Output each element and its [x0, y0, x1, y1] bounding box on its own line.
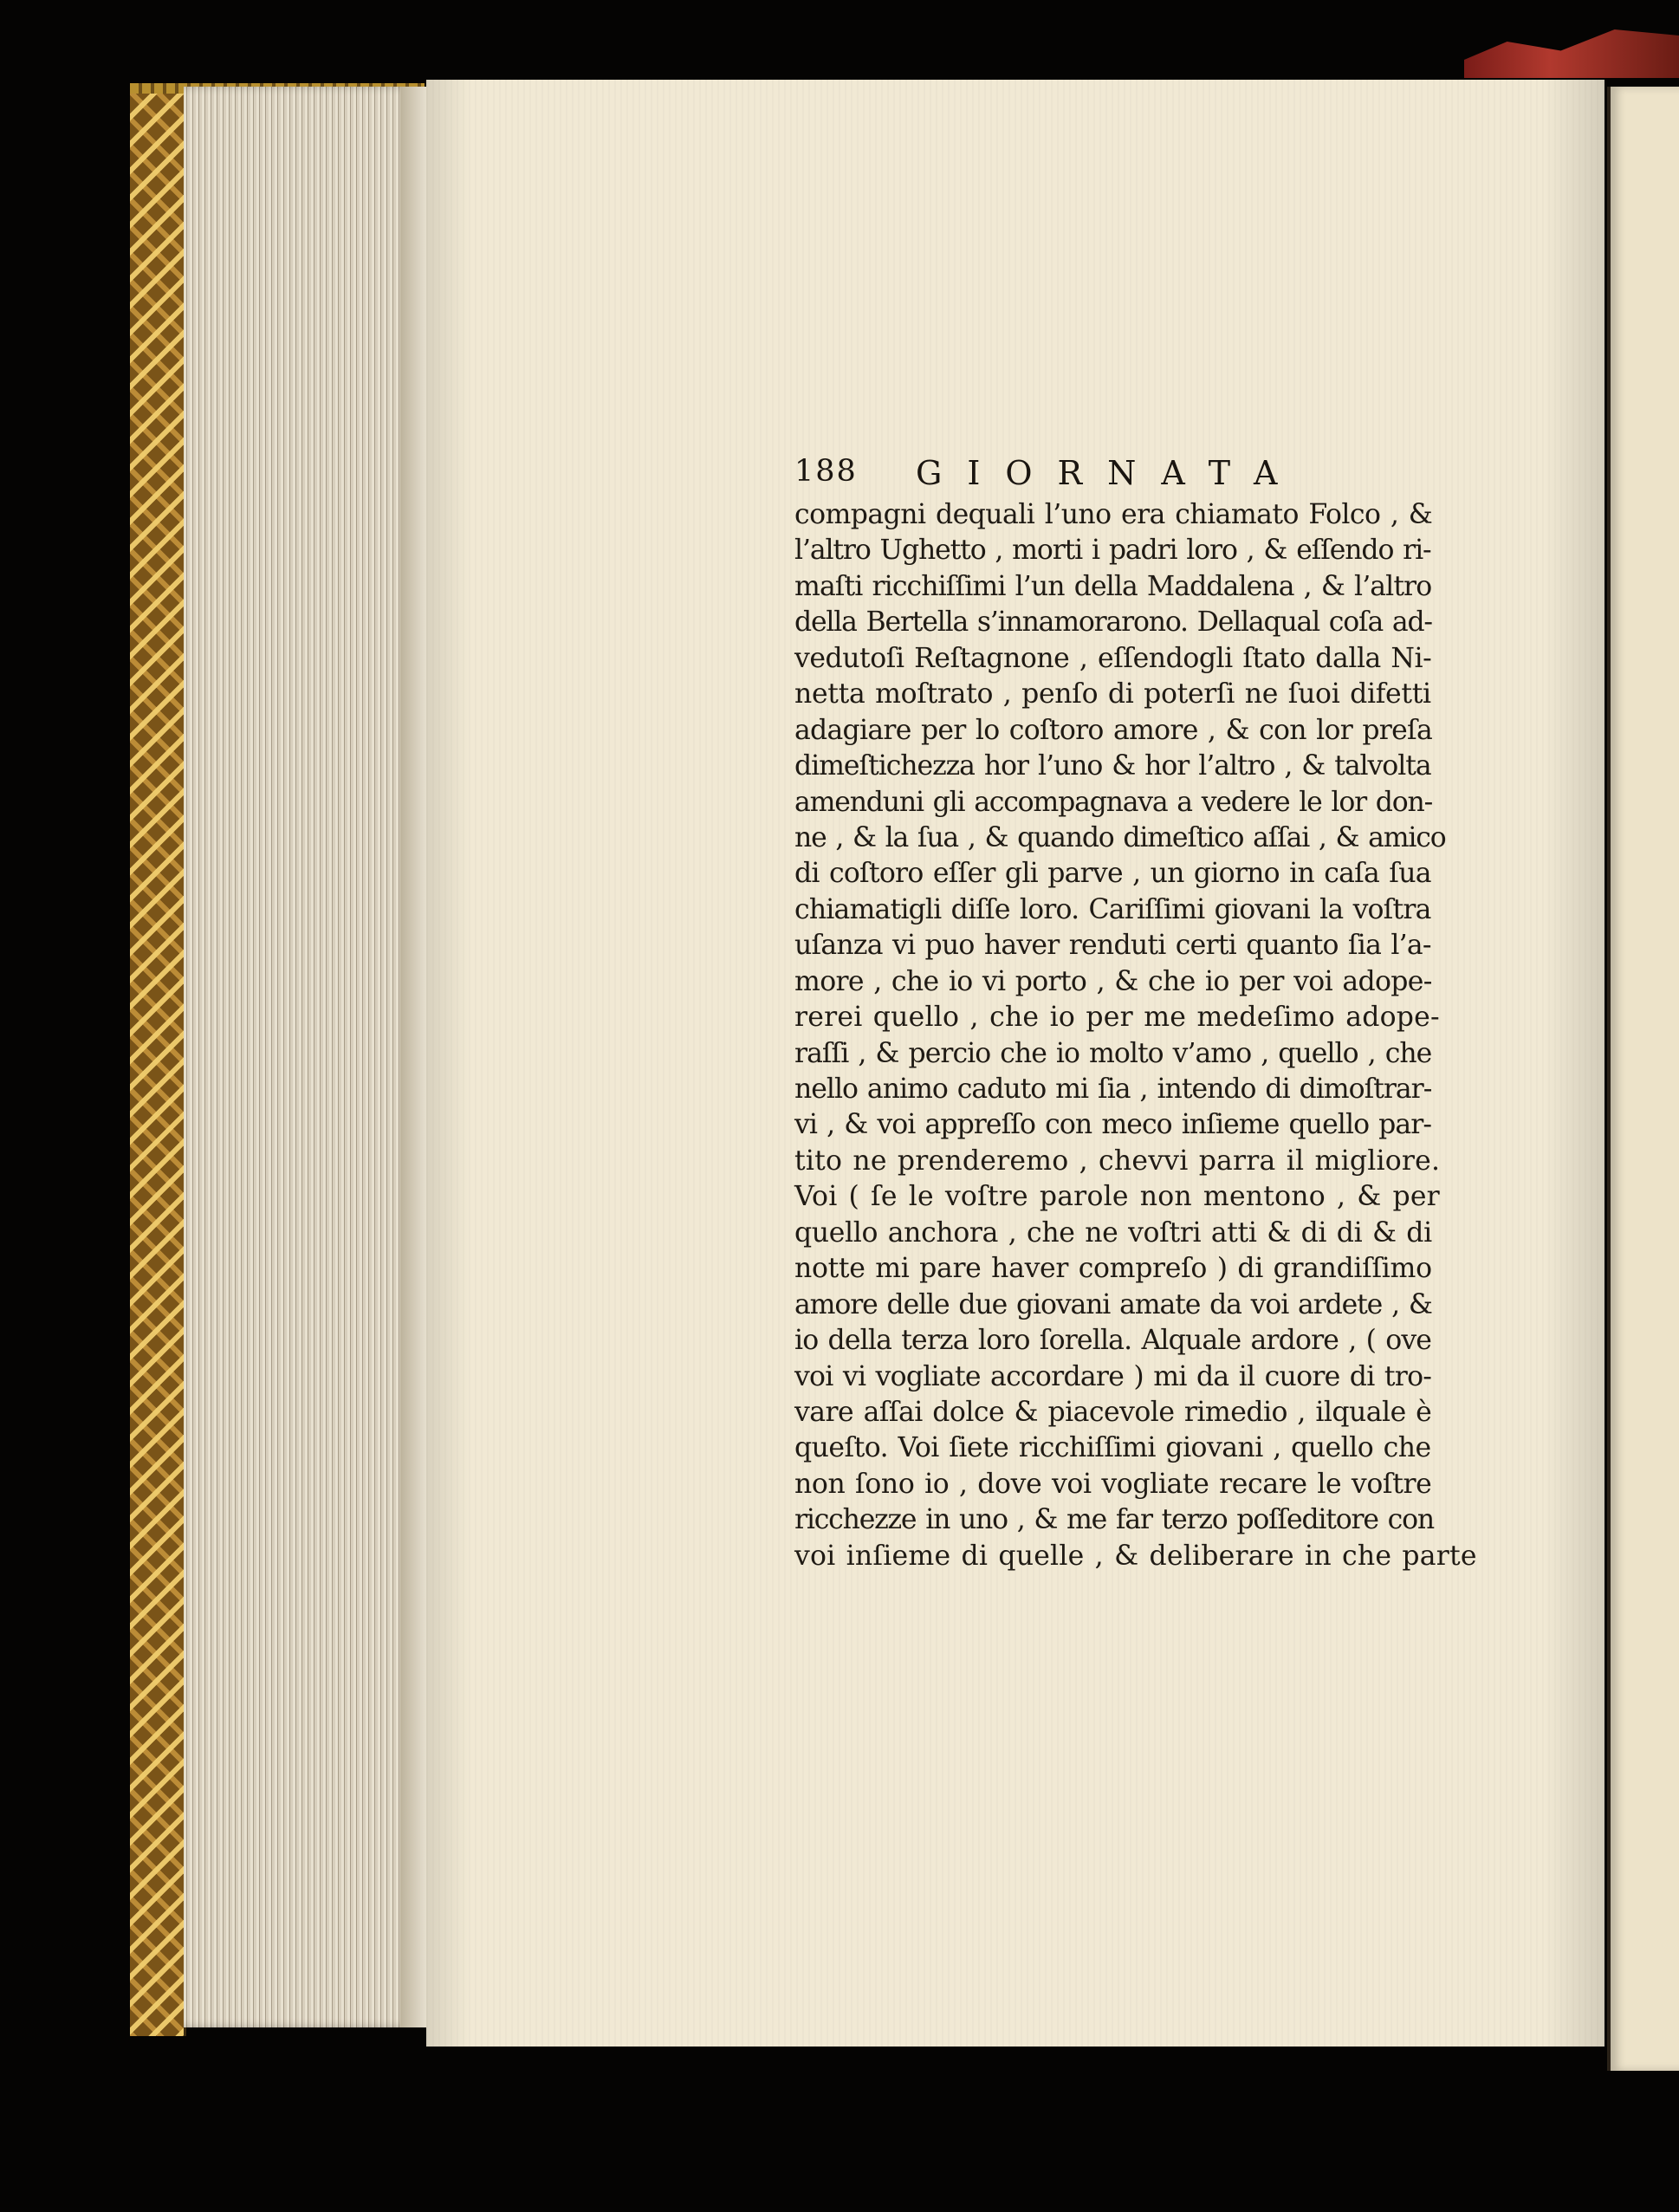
text-line: netta moſtrato , penſo di poterſi ne ſuoi difetti [794, 678, 1431, 710]
text-line: ne , & la ſua , & quando dimeſtico aſſai , & amico [794, 821, 1446, 853]
text-line: rerei quello , che io per me medeſimo adope- [794, 1002, 1440, 1034]
text-line: io della terza loro ſorella. Alquale ardore , ( ove [794, 1325, 1432, 1357]
text-line: non ſono io , dove voi vogliate recare le voſtre [794, 1468, 1432, 1500]
text-line: ricchezze in uno , & me far terzo poſſeditore con [794, 1504, 1434, 1536]
running-head [794, 454, 1440, 497]
gilded-spine [130, 87, 186, 2036]
running-head-title: GIORNATA [916, 454, 1303, 492]
page-number: 188 [794, 454, 858, 489]
text-line: quello anchora , che ne voſtri atti & di di & di [794, 1216, 1432, 1249]
text-line: uſanza vi puo haver renduti certi quanto ſia l’a- [794, 930, 1431, 962]
body-text [794, 497, 1477, 1574]
text-line: dimeſtichezza hor l’uno & hor l’altro , & talvolta [794, 750, 1431, 782]
text-line: della Bertella s’innamorarono. Dellaqual coſa ad- [794, 607, 1432, 639]
facing-page-edge [1607, 87, 1679, 2071]
page-edges [184, 87, 426, 2027]
text-line: vedutoſi Reſtagnone , eſſendogli ſtato dalla Ni- [794, 642, 1432, 674]
text-line: voi vi vogliate accordare ) mi da il cuore di tro- [794, 1360, 1432, 1392]
text-line: more , che io vi porto , & che io per voi adope- [794, 965, 1432, 997]
text-line: amore delle due giovani amate da voi ardete , & [794, 1288, 1432, 1320]
text-line: voi inſieme di quelle , & deliberare in che parte [794, 1540, 1477, 1572]
text-line: di coſtoro eſſer gli parve , un giorno in caſa ſua [794, 858, 1431, 890]
text-line: compagni dequali l’uno era chiamato Folco , & [794, 499, 1433, 530]
bookmark-ribbon [1464, 17, 1679, 78]
text-line: queſto. Voi ſiete ricchiſſimi giovani , quello che [794, 1432, 1431, 1464]
text-line: notte mi pare haver compreſo ) di grandiſſimo [794, 1253, 1432, 1285]
text-line: maſti ricchiſſimi l’un della Maddalena , & l’altro [794, 570, 1432, 602]
text-line: vi , & voi appreſſo con meco inſieme quello par- [794, 1109, 1432, 1141]
text-line: raſſi , & percio che io molto v’amo , quello , che [794, 1037, 1432, 1069]
text-line: l’altro Ughetto , morti i padri loro , & eſſendo ri- [794, 535, 1431, 567]
text-line: nello animo caduto mi ſia , intendo di dimoſtrar- [794, 1074, 1432, 1105]
text-line: chiamatigli diſſe loro. Cariſſimi giovani la voſtra [794, 893, 1431, 925]
text-line: adagiare per lo coſtoro amore , & con lor preſa [794, 714, 1433, 746]
text-line: amenduni gli accompagnava a vedere le lor don- [794, 786, 1433, 818]
text-line: Voi ( ſe le voſtre parole non mentono , & per [794, 1181, 1440, 1213]
text-line: tito ne prenderemo , chevvi parra il migliore. [794, 1145, 1441, 1177]
text-line: vare aſſai dolce & piacevole rimedio , ilquale è [794, 1396, 1432, 1428]
text-block [794, 454, 1477, 1574]
